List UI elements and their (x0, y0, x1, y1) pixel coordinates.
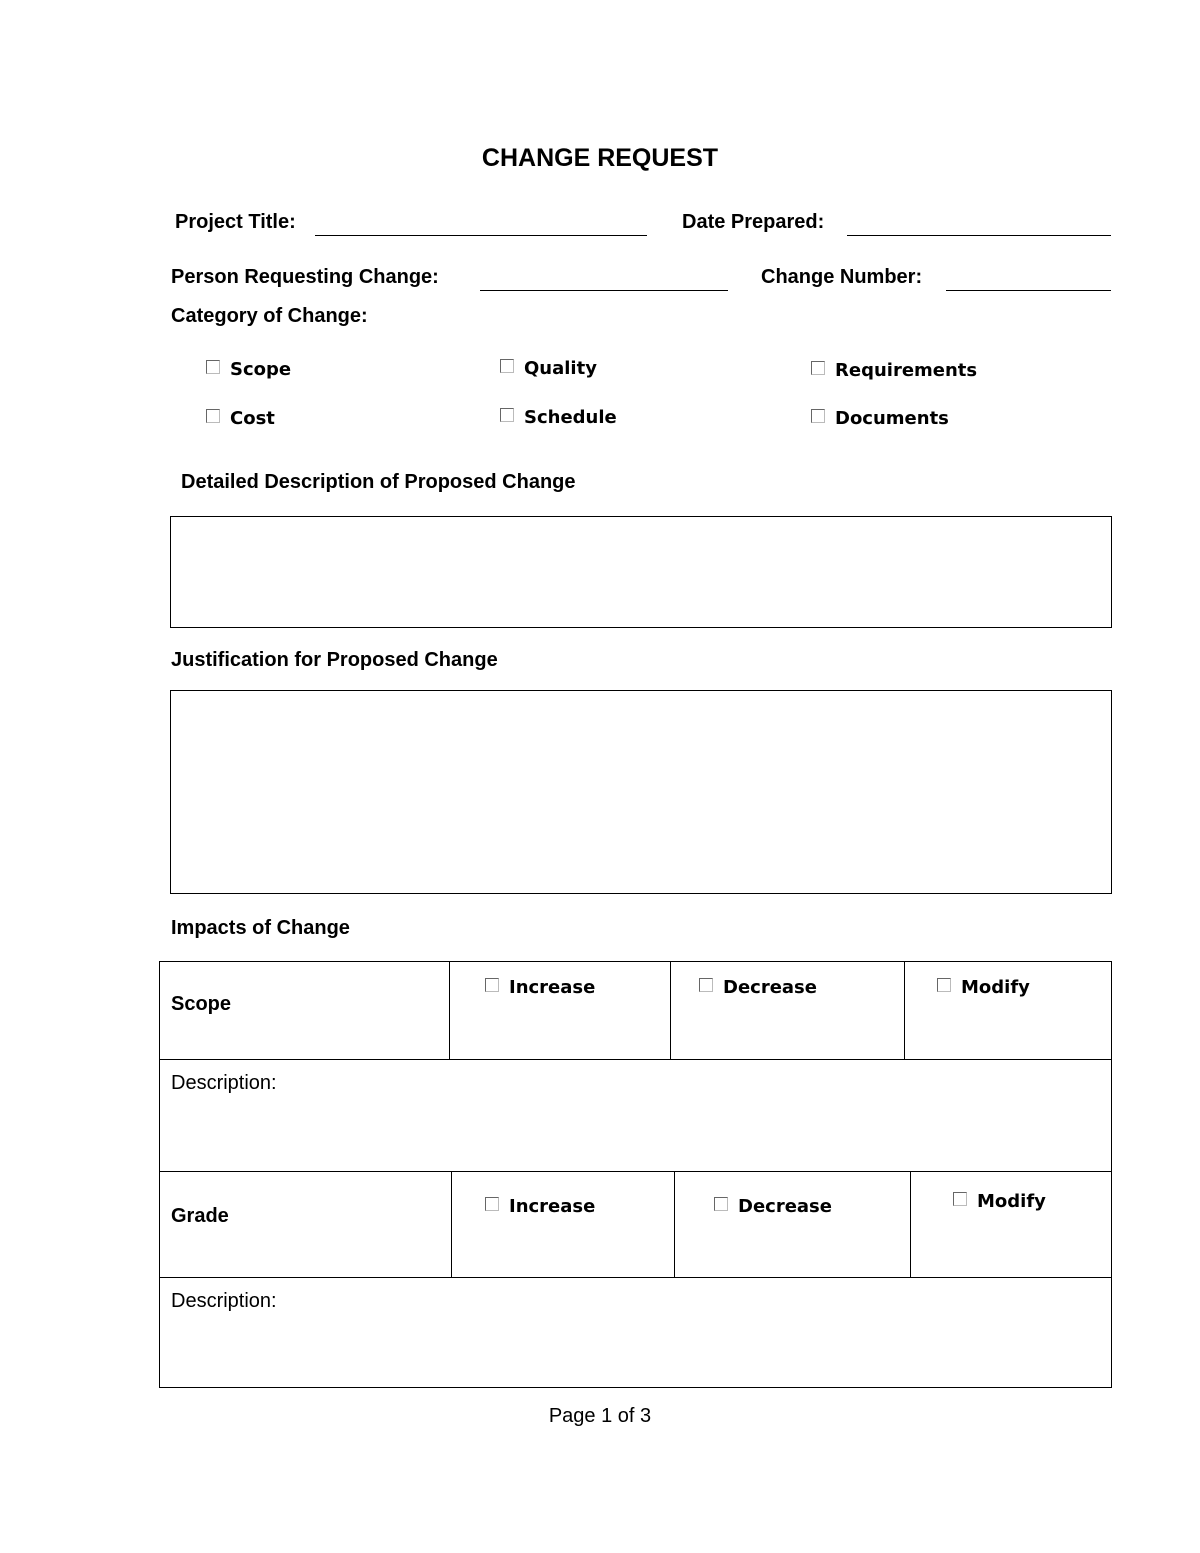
category-option-label: Quality (524, 358, 597, 379)
impact-row-name: Grade (171, 1205, 229, 1227)
checkbox-icon (206, 360, 220, 374)
person-requesting-label: Person Requesting Change: (171, 266, 439, 288)
checkbox-icon (953, 1192, 967, 1206)
impact-option-cell (670, 961, 905, 1060)
impact-option-cell (674, 1171, 911, 1278)
impact-option-cell (451, 1171, 675, 1278)
description-label: Description: (171, 1072, 277, 1094)
change-number-field[interactable] (946, 290, 1111, 291)
impact-option-label: Increase (509, 977, 596, 998)
impact-option-cell (910, 1171, 1112, 1278)
date-prepared-field[interactable] (847, 235, 1111, 236)
scope-increase-checkbox[interactable] (485, 977, 595, 998)
impact-option-label: Increase (509, 1196, 596, 1217)
impact-option-label: Decrease (738, 1196, 832, 1217)
category-option-label: Cost (230, 408, 275, 429)
category-cost-checkbox[interactable] (206, 408, 275, 429)
checkbox-icon (811, 361, 825, 375)
category-documents-checkbox[interactable] (811, 408, 949, 429)
checkbox-icon (500, 359, 514, 373)
grade-description-cell[interactable] (159, 1277, 1112, 1388)
scope-modify-checkbox[interactable] (937, 977, 1030, 998)
person-requesting-field[interactable] (480, 290, 728, 291)
impact-option-label: Decrease (723, 977, 817, 998)
category-schedule-checkbox[interactable] (500, 407, 617, 428)
scope-description-cell[interactable] (159, 1059, 1112, 1172)
checkbox-icon (699, 978, 713, 992)
category-option-label: Schedule (524, 407, 617, 428)
checkbox-icon (206, 409, 220, 423)
project-title-field[interactable] (315, 235, 647, 236)
impact-option-label: Modify (961, 977, 1030, 998)
description-label: Description: (171, 1290, 277, 1312)
grade-increase-checkbox[interactable] (485, 1196, 595, 1217)
category-quality-checkbox[interactable] (500, 358, 597, 379)
impact-option-label: Modify (977, 1191, 1046, 1212)
category-requirements-checkbox[interactable] (811, 360, 977, 381)
category-label: Category of Change: (171, 305, 368, 327)
impacts-label: Impacts of Change (171, 917, 350, 939)
detailed-description-label: Detailed Description of Proposed Change (181, 471, 576, 493)
category-scope-checkbox[interactable] (206, 359, 291, 380)
checkbox-icon (500, 408, 514, 422)
checkbox-icon (485, 978, 499, 992)
detailed-description-box[interactable] (170, 516, 1112, 628)
impact-row-name: Scope (171, 993, 232, 1015)
date-prepared-label: Date Prepared: (682, 211, 825, 233)
impact-option-cell (449, 961, 671, 1060)
justification-box[interactable] (170, 690, 1112, 894)
page-number: Page 1 of 3 (548, 1405, 652, 1427)
justification-label: Justification for Proposed Change (171, 649, 498, 671)
project-title-label: Project Title: (175, 211, 296, 233)
impact-row-name-cell (159, 1171, 452, 1278)
checkbox-icon (811, 409, 825, 423)
impacts-table (159, 961, 1112, 1388)
impact-row-name-cell (159, 961, 450, 1060)
scope-decrease-checkbox[interactable] (699, 977, 817, 998)
change-number-label: Change Number: (761, 266, 923, 288)
grade-modify-checkbox[interactable] (953, 1191, 1046, 1212)
checkbox-icon (485, 1197, 499, 1211)
checkbox-icon (937, 978, 951, 992)
category-option-label: Requirements (835, 360, 978, 381)
category-option-label: Scope (230, 359, 292, 380)
impact-option-cell (904, 961, 1112, 1060)
category-option-label: Documents (835, 408, 949, 429)
page-title: CHANGE REQUEST (481, 144, 719, 172)
grade-decrease-checkbox[interactable] (714, 1196, 832, 1217)
checkbox-icon (714, 1197, 728, 1211)
